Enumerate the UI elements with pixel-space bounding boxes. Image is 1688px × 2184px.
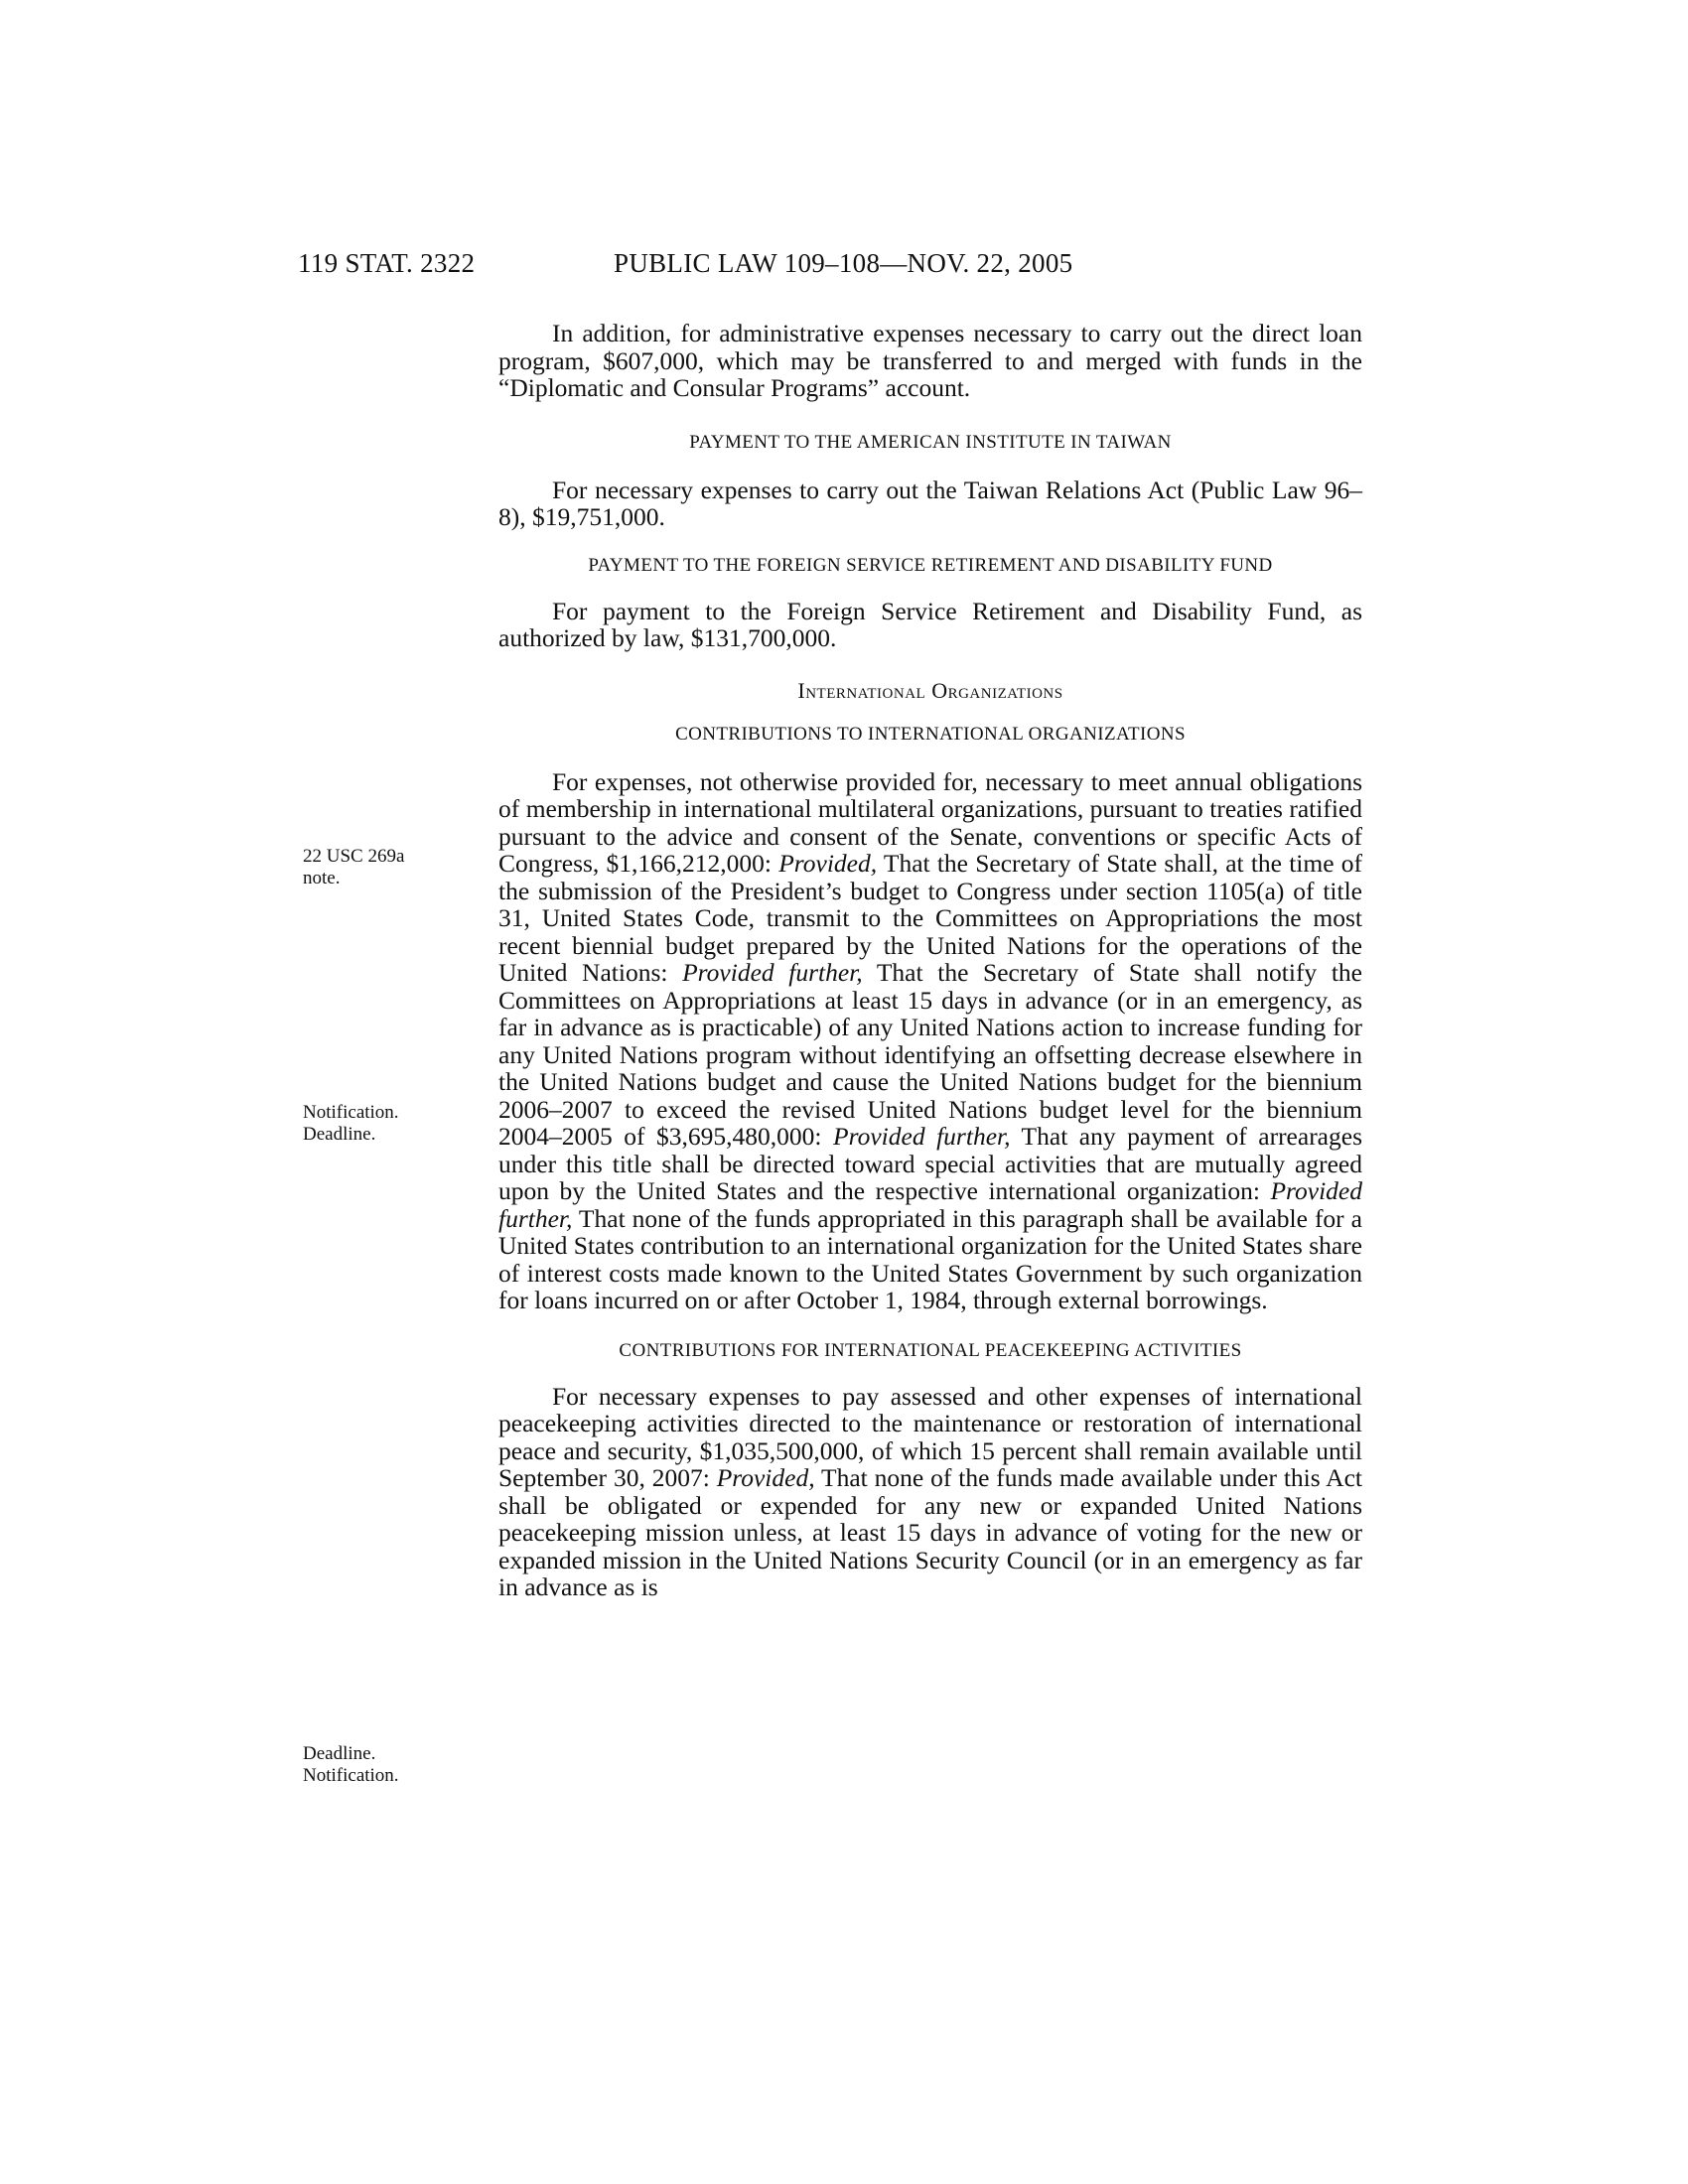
- margin-note-notification-deadline: [303, 1102, 442, 1146]
- cio-proviso-4: Provided further,: [498, 1176, 1362, 1233]
- fsrdf-paragraph: For payment to the Foreign Service Retirement and Disability Fund, as authorized by law, $131,700,000.: [498, 596, 1362, 652]
- running-header: [298, 248, 1400, 288]
- cipa-text-2: That none of the funds made available under this Act shall be obligated or expended for any new or expanded United Nations peacekeeping mission unless, at least 15 days in advance of voting for the new or expanded mission in the United Nations Security Council (or in an emergency as far in advance as is: [498, 1463, 1362, 1601]
- ait-heading: PAYMENT TO THE AMERICAN INSTITUTE IN TAIWAN: [689, 431, 1172, 453]
- margin-note-usc-line1: 22 USC 269a: [303, 846, 405, 867]
- margin-note-usc-line2: note.: [303, 868, 341, 888]
- margin-note-deadline-2: Deadline.: [303, 1743, 376, 1764]
- cio-text-4: That any payment of arrearages under this title shall be directed toward special activities that are mutually agreed upon by the United States and the respective international organization:: [498, 1122, 1362, 1205]
- main-text-column: [498, 320, 1362, 1601]
- cio-heading: CONTRIBUTIONS TO INTERNATIONAL ORGANIZATIONS: [675, 723, 1186, 745]
- cio-text-2: That the Secretary of State shall, at the time of the submission of the President’s budget to Congress under section 1105(a) of title 31, United States Code, transmit to the Committees on Appropriations the most recent biennial budget prepared by the United Nations for the operations of the United Nations:: [498, 849, 1362, 987]
- cipa-text-1: For necessary expenses to pay assessed and other expenses of international peacekeeping activities directed to the maintenance or restoration of international peace and security, $1,035,500,000, of which 15 percent shall remain available until September 30, 2007:: [498, 1381, 1362, 1492]
- ait-paragraph: For necessary expenses to carry out the Taiwan Relations Act (Public Law 96–8), $19,751,000.: [498, 475, 1362, 531]
- cio-paragraph: [498, 768, 1362, 1314]
- cio-proviso-3: Provided further,: [833, 1122, 1011, 1151]
- cio-text-5: That none of the funds appropriated in this paragraph shall be available for a United States contribution to an international organization for the United States share of interest costs made known to the United States Government by such organization for loans incurred on or after October 1, 1984, through external borrowings.: [498, 1203, 1362, 1314]
- admin-expenses-paragraph: In addition, for administrative expenses necessary to carry out the direct loan program, $607,000, which may be transferred to and merged with funds in the “Diplomatic and Consular Programs” account.: [498, 319, 1362, 402]
- margin-note-usc: [303, 846, 442, 889]
- margin-note-notification: Notification.: [303, 1102, 399, 1123]
- public-law-citation: PUBLIC LAW 109–108—NOV. 22, 2005: [614, 248, 1073, 278]
- cio-proviso-1: Provided,: [778, 849, 878, 878]
- fsrdf-heading: PAYMENT TO THE FOREIGN SERVICE RETIREMENT AND DISABILITY FUND: [588, 554, 1273, 576]
- cipa-heading: CONTRIBUTIONS FOR INTERNATIONAL PEACEKEEPING ACTIVITIES: [619, 1339, 1242, 1361]
- cipa-paragraph: [498, 1383, 1362, 1601]
- margin-note-deadline: Deadline.: [303, 1124, 376, 1145]
- international-organizations-title: International Organizations: [797, 677, 1063, 703]
- cio-text-3: That the Secretary of State shall notify the Committees on Appropriations at least 15 days in advance (or in an emergency, as far in advance as is practicable) of any United Nations action to increase funding for any United Nations program without identifying an offsetting decrease elsewhere in the United Nations budget and cause the United Nations budget for the biennium 2006–2007 to exceed the revised United Nations budget level for the biennium 2004–2005 of $3,695,480,000:: [498, 958, 1362, 1151]
- statute-page-number: 119 STAT. 2322: [298, 248, 476, 278]
- margin-note-notification-2: Notification.: [303, 1765, 399, 1786]
- margin-note-deadline-notification: [303, 1743, 442, 1787]
- cio-text-1: For expenses, not otherwise provided for, necessary to meet annual obligations of membership in international multilateral organizations, pursuant to treaties ratified pursuant to the advice and consent of the Senate, conventions or specific Acts of Congress, $1,166,212,000:: [498, 766, 1362, 878]
- cio-proviso-2: Provided further,: [682, 958, 863, 987]
- cipa-proviso-1: Provided,: [716, 1463, 815, 1492]
